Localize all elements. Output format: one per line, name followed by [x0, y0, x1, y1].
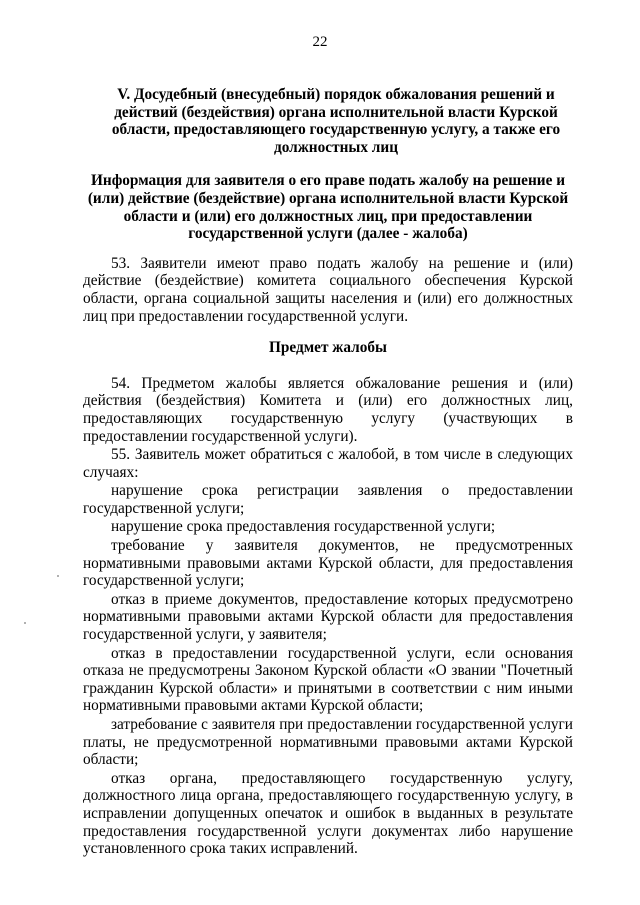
- list-item: отказ в приеме документов, предоставление которых предусмотрено нормативными правовыми актами Курской области для предоставления государственной услуги, у заявителя;: [83, 590, 573, 644]
- list-item: требование у заявителя документов, не предусмотренных нормативными правовыми актами Курской области, для предоставления государственной услуги;: [83, 537, 573, 590]
- paragraph-55: 55. Заявитель может обратиться с жалобой, в том числе в следующих случаях:: [83, 446, 573, 481]
- scan-speck: [24, 622, 26, 624]
- scan-speck: [57, 575, 59, 577]
- paragraph-53: 53. Заявители имеют право подать жалобу на решение и (или) действие (бездействие) комитета социального обеспечения Курской области, органа социальной защиты населения и (или) его должностных лиц при предоставлении государственной услуги.: [83, 254, 573, 325]
- list-item: отказ в предоставлении государственной услуги, если основания отказа не предусмотрены Законом Курской области «О звании "Почетный гражданин Курской области» и принятыми в соответствии с ним иными нормативными правовыми актами Курской области;: [83, 644, 573, 715]
- paragraph-54: 54. Предметом жалобы является обжалование решения и (или) действия (бездействия) Комитета и (или) его должностных лиц, предоставляющих государственную услугу (участвующих в предоставлении государственной услуги).: [83, 374, 573, 445]
- page-number: 22: [312, 34, 328, 50]
- document-body: [83, 86, 573, 859]
- list-item: затребование с заявителя при предоставлении государственной услуги платы, не предусмотренной нормативными правовыми актами Курской области;: [83, 716, 573, 769]
- list-item: нарушение срока регистрации заявления о предоставлении государственной услуги;: [83, 482, 573, 517]
- section-title: V. Досудебный (внесудебный) порядок обжалования решений и действий (бездействия) органа исполнительной власти Курской области, предоставляющего государственную услугу, а также его должностных лиц: [111, 86, 561, 156]
- list-item: отказ органа, предоставляющего государственную услугу, должностного лица органа, предоставляющего государственную услугу, в исправлении допущенных опечаток и ошибок в выданных в результате предоставления государственной услуги документах либо нарушение установленного срока таких исправлений.: [83, 769, 573, 858]
- info-title: Информация для заявителя о его праве подать жалобу на решение и (или) действие (бездействие) органа исполнительной власти Курской области и (или) его должностных лиц, при предоставлении государственной услуги (далее - жалоба): [87, 172, 569, 243]
- list-item: нарушение срока предоставления государственной услуги;: [111, 518, 496, 536]
- subject-title: Предмет жалобы: [269, 339, 387, 357]
